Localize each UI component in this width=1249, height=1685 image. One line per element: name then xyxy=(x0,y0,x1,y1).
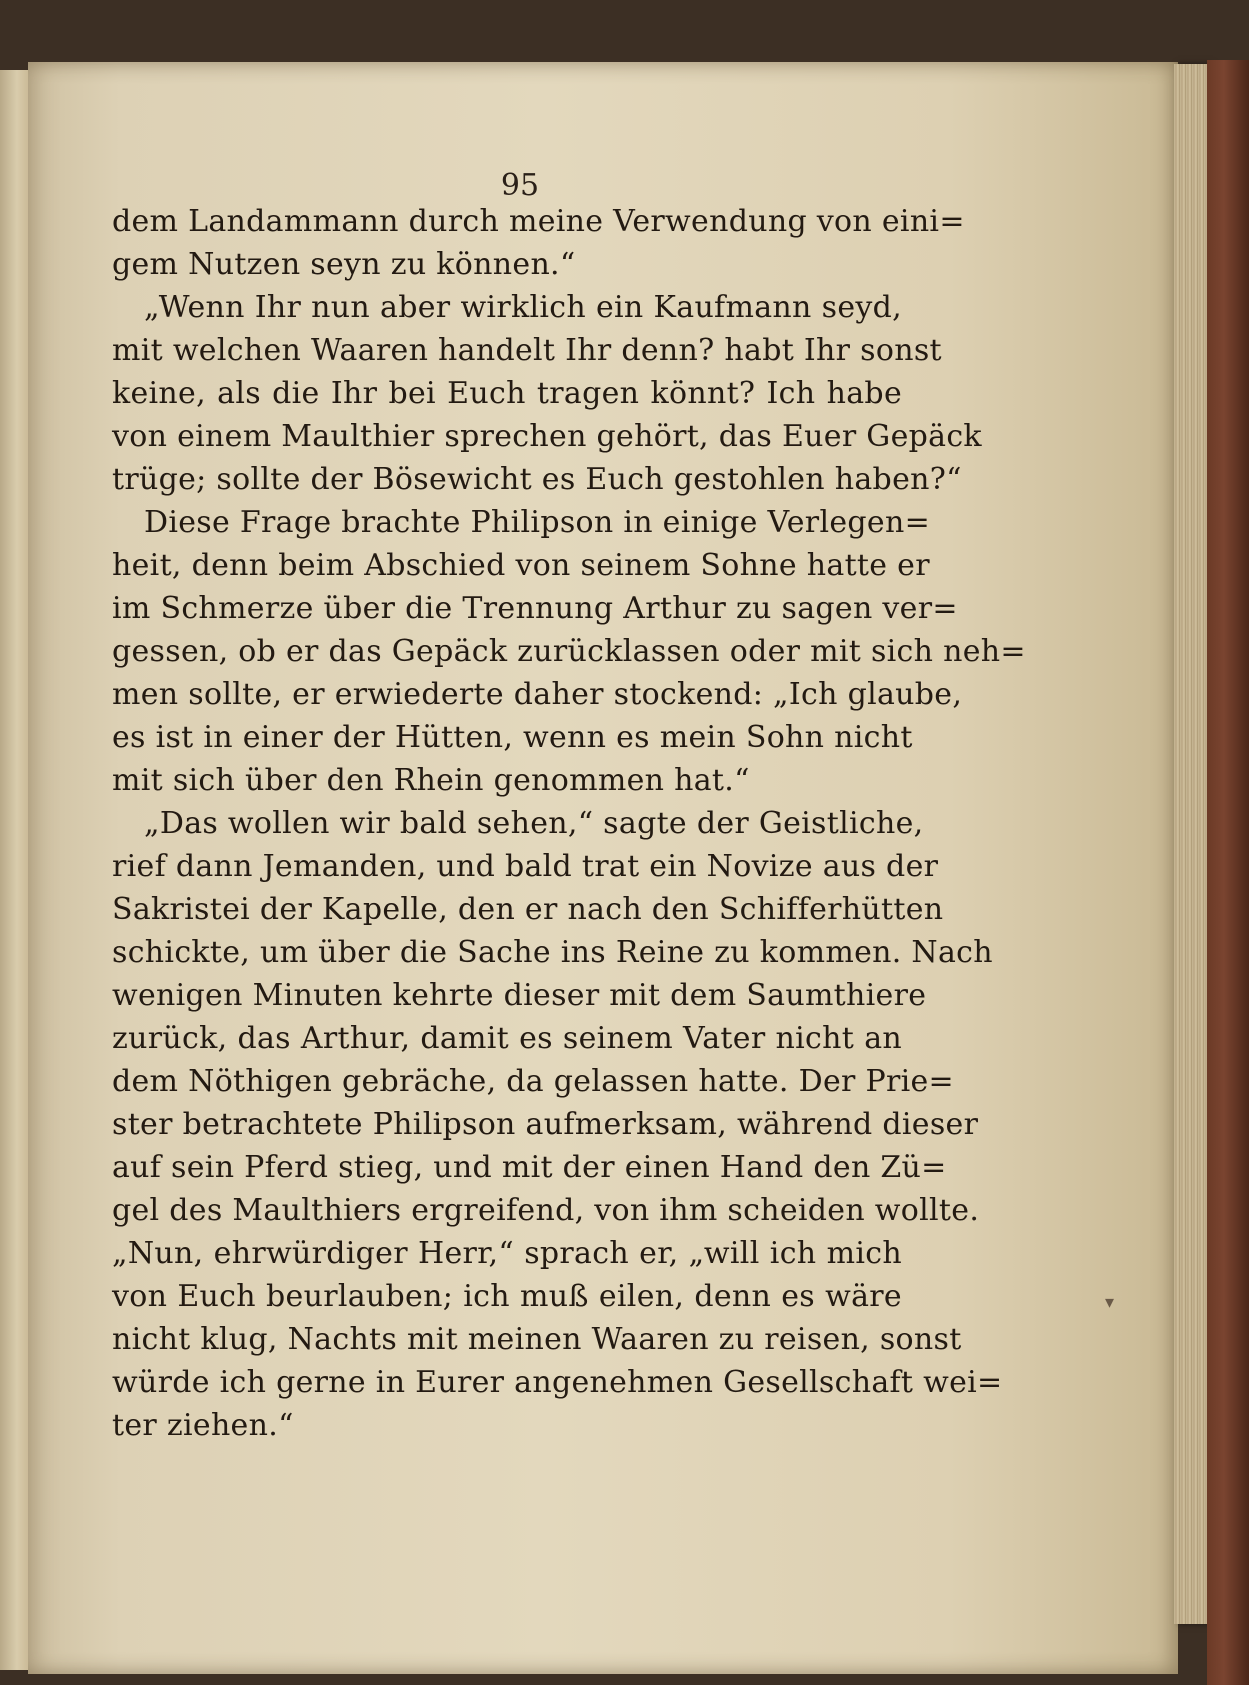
text-line: mit welchen Waaren handelt Ihr denn? habt Ihr sonst xyxy=(112,333,942,368)
book-cover-edge xyxy=(1207,60,1249,1685)
text-line: Diese Frage brachte Philipson in einige Verlegen= xyxy=(144,505,931,540)
text-line: „Nun, ehrwürdiger Herr,“ sprach er, „will ich mich xyxy=(112,1236,902,1271)
left-page-edge xyxy=(0,70,28,1670)
text-line: von einem Maulthier sprechen gehört, das Euer Gepäck xyxy=(112,419,982,454)
text-line: von Euch beurlauben; ich muß eilen, denn es wäre xyxy=(112,1279,902,1314)
text-line: es ist in einer der Hütten, wenn es mein Sohn nicht xyxy=(112,720,913,755)
margin-mark: ▾ xyxy=(1104,1292,1114,1313)
text-line: gel des Maulthiers ergreifend, von ihm scheiden wollte. xyxy=(112,1193,980,1228)
text-line: dem Landammann durch meine Verwendung von eini= xyxy=(112,204,965,239)
text-line: mit sich über den Rhein genommen hat.“ xyxy=(112,763,750,798)
text-line: men sollte, er erwiederte daher stockend: „Ich glaube, xyxy=(112,677,963,712)
page-edges xyxy=(1174,64,1209,1624)
text-line: „Wenn Ihr nun aber wirklich ein Kaufmann seyd, xyxy=(144,290,902,325)
text-line: keine, als die Ihr bei Euch tragen könnt? Ich habe xyxy=(112,376,902,411)
page-number: 95 xyxy=(500,168,540,203)
text-line: auf sein Pferd stieg, und mit der einen Hand den Zü= xyxy=(112,1150,947,1185)
text-line: gem Nutzen seyn zu können.“ xyxy=(112,247,576,282)
text-line: gessen, ob er das Gepäck zurücklassen oder mit sich neh= xyxy=(112,634,1026,669)
text-line: heit, denn beim Abschied von seinem Sohne hatte er xyxy=(112,548,930,583)
text-line: im Schmerze über die Trennung Arthur zu sagen ver= xyxy=(112,591,958,626)
text-line: „Das wollen wir bald sehen,“ sagte der Geistliche, xyxy=(144,806,924,841)
text-line: rief dann Jemanden, und bald trat ein Novize aus der xyxy=(112,849,939,884)
text-line: zurück, das Arthur, damit es seinem Vater nicht an xyxy=(112,1021,902,1056)
body-text xyxy=(112,200,1026,1447)
text-line: nicht klug, Nachts mit meinen Waaren zu reisen, sonst xyxy=(112,1322,962,1357)
text-line: ter ziehen.“ xyxy=(112,1408,294,1443)
text-line: würde ich gerne in Eurer angenehmen Gesellschaft wei= xyxy=(112,1365,1003,1400)
text-line: wenigen Minuten kehrte dieser mit dem Saumthiere xyxy=(112,978,927,1013)
text-line: dem Nöthigen gebräche, da gelassen hatte. Der Prie= xyxy=(112,1064,954,1099)
text-line: ster betrachtete Philipson aufmerksam, während dieser xyxy=(112,1107,979,1142)
text-line: schickte, um über die Sache ins Reine zu kommen. Nach xyxy=(112,935,993,970)
text-line: trüge; sollte der Bösewicht es Euch gestohlen haben?“ xyxy=(112,462,962,497)
text-line: Sakristei der Kapelle, den er nach den Schifferhütten xyxy=(112,892,944,927)
